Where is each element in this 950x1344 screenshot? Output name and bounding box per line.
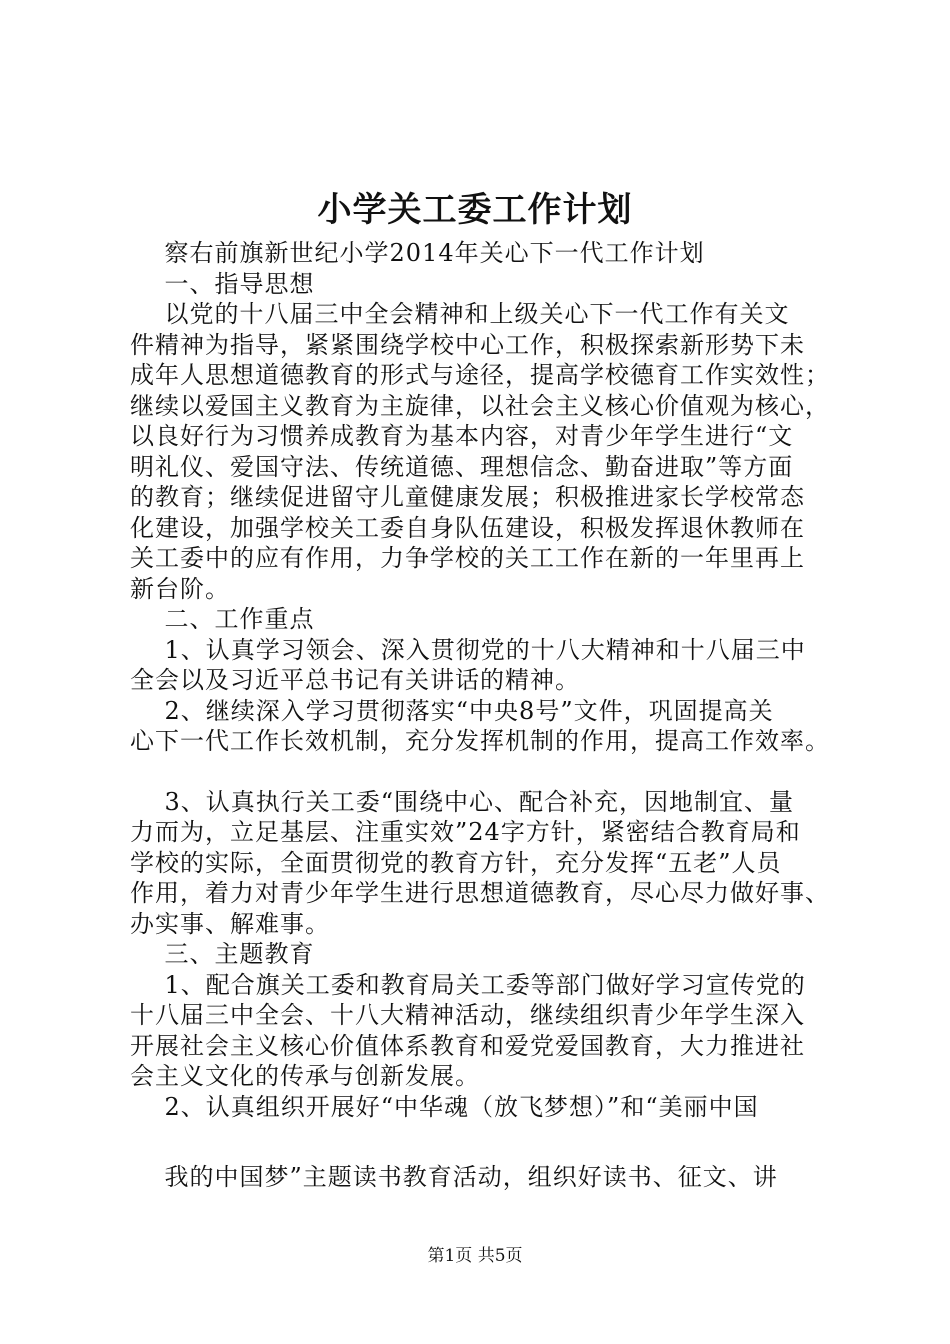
body-line: 1、认真学习领会、深入贯彻党的十八大精神和十八届三中 (130, 635, 806, 664)
body-line: 会主义文化的传承与创新发展。 (130, 1062, 480, 1090)
document-body (130, 238, 830, 1193)
body-line: 开展社会主义核心价值体系教育和爱党爱国教育，大力推进社 (130, 1031, 805, 1060)
paragraph-gap (130, 757, 830, 787)
body-line: 察右前旗新世纪小学2014年关心下一代工作计划 (130, 239, 705, 267)
body-line: 2、认真组织开展好“中华魂（放飞梦想）”和“美丽中国 (130, 1092, 759, 1121)
body-line: 2、继续深入学习贯彻落实“中央8号”文件，巩固提高关 (130, 696, 774, 725)
body-line: 明礼仪、爱国守法、传统道德、理想信念、勤奋进取”等方面 (130, 452, 794, 481)
body-line: 的教育；继续促进留守儿童健康发展；积极推进家长学校常态 (130, 483, 805, 511)
paragraph-gap (130, 1122, 830, 1162)
page-footer: 第1页 共5页 (427, 1246, 523, 1266)
body-line: 3、认真执行关工委“围绕中心、配合补充，因地制宜、量 (130, 787, 795, 816)
body-line: 全会以及习近平总书记有关讲话的精神。 (130, 666, 580, 694)
body-line: 1、配合旗关工委和教育局关工委等部门做好学习宣传党的 (130, 970, 806, 999)
body-line: 件精神为指导，紧紧围绕学校中心工作，积极探索新形势下未 (130, 330, 805, 359)
body-line: 十八届三中全会、十八大精神活动，继续组织青少年学生深入 (130, 1001, 805, 1029)
body-line: 办实事、解难事。 (130, 909, 330, 938)
section-heading: 三、主题教育 (130, 940, 315, 968)
body-line: 关工委中的应有作用，力争学校的关工工作在新的一年里再上 (130, 544, 805, 572)
body-line: 我的中国梦”主题读书教育活动，组织好读书、征文、讲 (130, 1163, 778, 1191)
body-line: 学校的实际，全面贯彻党的教育方针，充分发挥“五老”人员 (130, 848, 782, 877)
section-heading: 一、指导思想 (130, 269, 315, 298)
body-line: 以良好行为习惯养成教育为基本内容，对青少年学生进行“文 (130, 422, 794, 450)
body-line: 力而为，立足基层、注重实效”24字方针，紧密结合教育局和 (130, 818, 801, 846)
body-line: 化建设，加强学校关工委自身队伍建设，积极发挥退休教师在 (130, 513, 805, 542)
section-heading: 二、工作重点 (130, 605, 315, 633)
body-line: 心下一代工作长效机制，充分发挥机制的作用，提高工作效率。 (130, 727, 830, 755)
body-line: 新台阶。 (130, 574, 230, 603)
body-line: 作用，着力对青少年学生进行思想道德教育，尽心尽力做好事、 (130, 879, 830, 907)
body-line: 继续以爱国主义教育为主旋律，以社会主义核心价值观为核心， (130, 391, 830, 420)
body-line: 成年人思想道德教育的形式与途径，提高学校德育工作实效性； (130, 361, 830, 389)
document-title: 小学关工委工作计划 (317, 190, 633, 230)
body-line: 以党的十八届三中全会精神和上级关心下一代工作有关文 (130, 300, 790, 328)
